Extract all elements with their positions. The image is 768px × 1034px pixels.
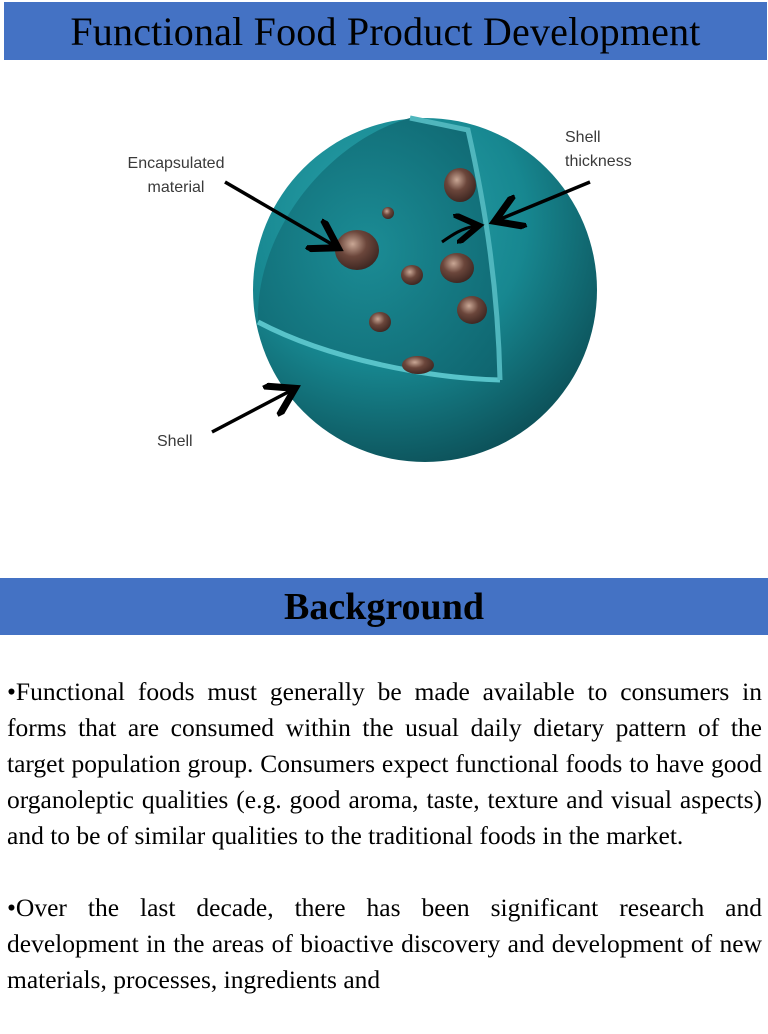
section-bar [0,578,768,635]
label-encapsulated-line1: Encapsulated [127,155,225,172]
microcapsule-diagram [0,60,768,578]
label-shell: Shell [157,433,193,450]
arrow-shell [212,390,292,432]
title-bar [4,2,767,60]
paragraph: •Functional foods must generally be made available to consumers in forms that are consumed within the usual daily dietary pattern of the target population group. Consumers expect functional foods to have good organoleptic qualities (e.g. good aroma, taste, texture and visual aspects) and to be of similar qualities to the traditional foods in the market. [7,677,762,850]
microcapsule-svg [0,60,768,578]
page-title: Functional Food Product Development [70,8,701,54]
label-shell-thickness-line2: thickness [565,153,632,170]
section-heading: Background [284,585,484,628]
body-text [7,674,762,1034]
label-shell-thickness-line1: Shell [565,129,601,146]
label-encapsulated-line2: material [147,179,205,196]
paragraph: •Over the last decade, there has been significant research and development in the areas of bioactive discovery and development of new materials, processes, ingredients and [7,893,762,994]
